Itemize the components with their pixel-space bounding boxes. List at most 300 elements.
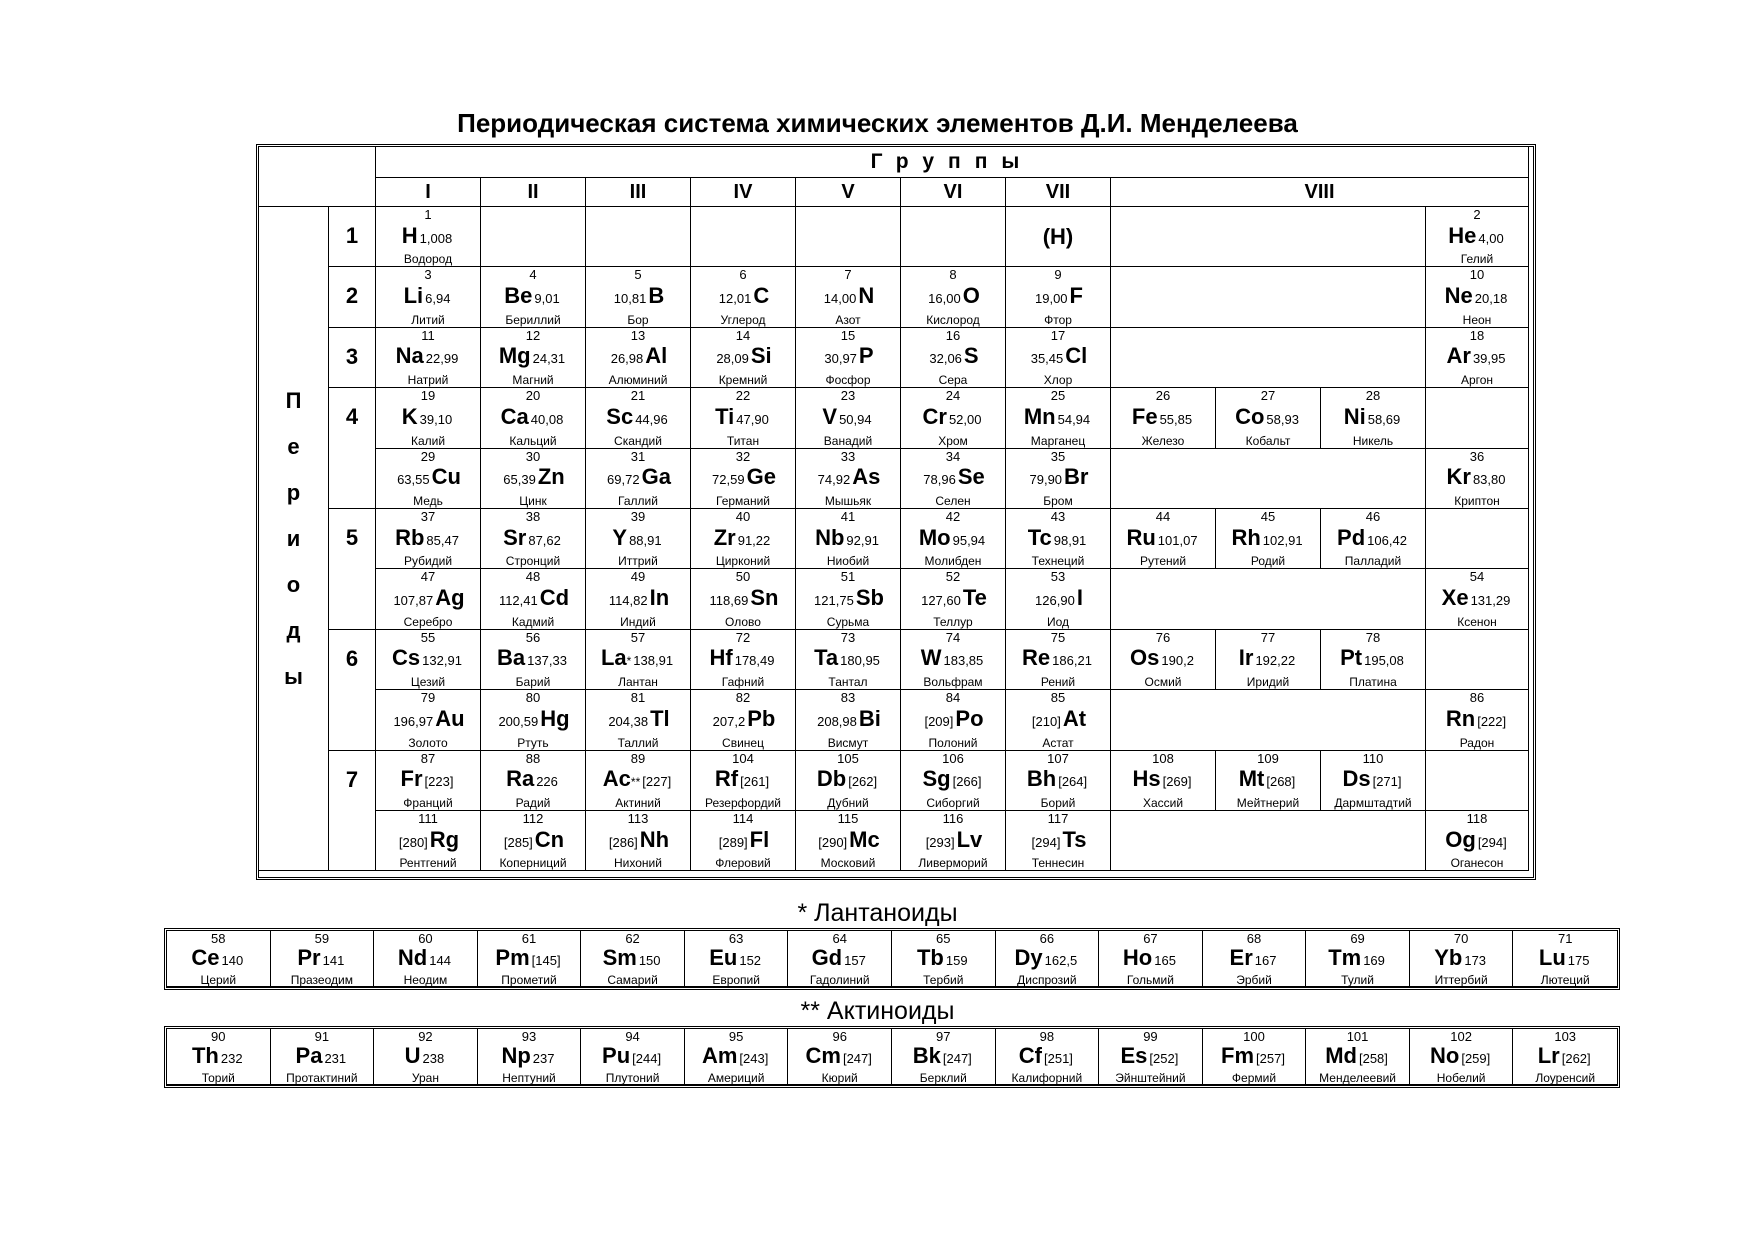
atomic-mass: 40,08 — [530, 411, 564, 427]
element-name: Борий — [1040, 795, 1076, 810]
atomic-number: 15 — [840, 327, 856, 343]
atomic-mass: 58,69 — [1367, 411, 1401, 427]
element-main — [1022, 646, 1094, 673]
element-cell — [1321, 388, 1426, 448]
element-symbol: Li — [403, 283, 424, 309]
element-name: Церий — [200, 973, 237, 987]
atomic-mass: 121,75 — [814, 593, 854, 609]
element-main — [1126, 526, 1199, 553]
atomic-number: 17 — [1050, 327, 1066, 343]
element-main — [612, 526, 663, 553]
element-symbol: Sg — [922, 766, 951, 792]
element-cell — [586, 811, 691, 871]
atomic-mass: 24,31 — [532, 351, 566, 367]
atomic-mass: [268] — [1266, 774, 1296, 790]
element-name: Цезий — [410, 675, 446, 690]
element-name: Марганец — [1030, 433, 1086, 448]
element-main — [501, 405, 566, 432]
element-name: Теннесин — [1031, 856, 1085, 871]
atomic-mass: 150 — [638, 953, 661, 968]
element-name: Ливерморий — [918, 856, 988, 871]
group-header: VIII — [1111, 178, 1529, 207]
element-main — [715, 767, 771, 794]
atomic-mass: [285] — [503, 834, 533, 850]
element-symbol: At — [1062, 705, 1087, 731]
element-main — [815, 526, 881, 553]
element-cell — [691, 328, 796, 388]
atomic-mass: 69,72 — [607, 472, 640, 488]
atomic-mass: [223] — [424, 774, 454, 790]
element-cell — [1426, 267, 1529, 327]
element-main — [609, 344, 668, 371]
empty-cell — [1426, 630, 1529, 690]
atomic-mass: 87,62 — [528, 532, 561, 548]
element-main — [926, 284, 980, 311]
periods-letter: р — [286, 479, 301, 505]
element-cell — [1426, 569, 1529, 629]
atomic-mass: 232 — [220, 1051, 243, 1066]
element-symbol: Mt — [1238, 766, 1265, 792]
atomic-mass: 140 — [221, 953, 244, 968]
atomic-mass: 47,90 — [736, 411, 769, 427]
empty-cell — [1111, 267, 1426, 327]
element-cell — [901, 569, 1006, 629]
atomic-number: 106 — [942, 750, 964, 766]
element-cell — [1216, 509, 1321, 569]
atomic-number: 77 — [1260, 629, 1276, 645]
atomic-mass: 178,49 — [734, 653, 775, 669]
element-name: Гольмий — [1126, 973, 1174, 987]
element-symbol: B — [648, 283, 665, 309]
element-symbol: Al — [645, 343, 668, 369]
atomic-number: 24 — [945, 388, 961, 404]
element-cell — [691, 449, 796, 509]
element-cell — [1426, 811, 1529, 871]
element-name: Радон — [1459, 735, 1495, 750]
element-symbol: Tc — [1027, 524, 1052, 550]
element-cell — [691, 509, 796, 569]
element-main — [191, 946, 245, 973]
atomic-mass: 91,22 — [737, 532, 771, 548]
element-main — [607, 586, 669, 613]
atomic-number: 84 — [945, 690, 961, 706]
element-cell — [376, 690, 481, 750]
element-cell — [271, 931, 375, 987]
element-main — [1337, 526, 1409, 553]
atomic-mass: 6,94 — [425, 291, 451, 307]
element-name: Протактиний — [286, 1071, 358, 1085]
element-symbol: H — [401, 222, 418, 248]
element-cell — [1426, 328, 1529, 388]
element-cell — [788, 1029, 892, 1085]
element-cell — [1321, 509, 1426, 569]
element-symbol: Tl — [650, 705, 670, 731]
atomic-mass: 137,33 — [527, 653, 567, 669]
atomic-number: 11 — [421, 327, 435, 343]
element-symbol: Ti — [715, 403, 735, 429]
element-name: Гафний — [721, 675, 765, 690]
element-symbol: Np — [501, 1043, 531, 1068]
atomic-number: 115 — [837, 810, 859, 826]
atomic-mass: [261] — [740, 774, 770, 790]
element-main — [606, 405, 669, 432]
element-main — [1235, 405, 1301, 432]
atomic-number: 37 — [420, 508, 436, 524]
period-number: 5 — [329, 509, 376, 630]
element-name: Алюминий — [608, 373, 668, 388]
element-symbol: Nb — [815, 524, 845, 550]
atomic-number: 7 — [844, 267, 852, 283]
element-main — [603, 767, 673, 794]
element-cell — [376, 388, 481, 448]
element-symbol: Pu — [602, 1043, 631, 1068]
element-main — [1029, 344, 1088, 371]
element-symbol: Hg — [540, 705, 570, 731]
atomic-number: 109 — [1257, 750, 1279, 766]
periods-letter: е — [287, 433, 300, 459]
element-main — [815, 707, 881, 734]
element-name: Менделеевий — [1319, 1071, 1396, 1085]
element-cell — [1216, 630, 1321, 690]
element-symbol: Cr — [922, 403, 947, 429]
element-cell — [376, 751, 481, 811]
element-name: Аргон — [1460, 373, 1494, 388]
atomic-mass: 195,08 — [1364, 653, 1404, 669]
atomic-mass: 237 — [532, 1051, 555, 1066]
element-name: Кадмий — [511, 614, 555, 629]
element-main — [506, 767, 560, 794]
element-cell — [374, 931, 478, 987]
atomic-mass: 65,39 — [503, 472, 536, 488]
element-name: Фтор — [1044, 312, 1072, 327]
element-name: Цирконий — [715, 554, 771, 569]
atomic-mass: 16,00 — [928, 291, 961, 307]
atomic-mass: 32,06 — [929, 351, 962, 367]
element-name: Серебро — [403, 614, 453, 629]
element-name: Флеровий — [715, 856, 771, 871]
element-symbol: W — [920, 645, 942, 671]
element-cell — [1426, 690, 1529, 750]
atomic-number: 50 — [735, 569, 751, 585]
element-symbol: Zn — [537, 464, 565, 490]
atomic-mass: 102,91 — [1262, 532, 1303, 548]
atomic-mass: [294] — [1031, 834, 1061, 850]
element-main — [1123, 946, 1178, 973]
element-cell — [586, 388, 691, 448]
element-symbol: P — [858, 343, 874, 369]
empty-cell — [481, 207, 586, 267]
lanthanides-title: * Лантаноиды — [797, 899, 958, 927]
element-main — [817, 767, 879, 794]
element-symbol: Ir — [1238, 645, 1254, 671]
element-symbol: Cn — [534, 826, 565, 852]
atomic-number: 47 — [420, 569, 436, 585]
page-title: Периодическая система химических элементов Д.И. Менделеева — [457, 108, 1298, 138]
empty-cell — [1111, 569, 1426, 629]
element-main — [297, 946, 346, 973]
element-name: Рений — [1040, 675, 1076, 690]
element-symbol: Ar — [1446, 343, 1471, 369]
atomic-mass: 231 — [324, 1051, 347, 1066]
empty-cell — [1426, 751, 1529, 811]
element-cell — [1216, 751, 1321, 811]
element-name: Московий — [820, 856, 876, 871]
element-main — [715, 405, 771, 432]
atomic-mass: 131,29 — [1470, 593, 1511, 609]
element-name: Иттрий — [618, 554, 658, 569]
element-name: Диспрозий — [1017, 973, 1077, 987]
atomic-number: 69 — [1350, 931, 1365, 946]
element-cell — [586, 267, 691, 327]
element-main — [497, 646, 569, 673]
empty-cell — [1426, 509, 1529, 569]
element-symbol: Fl — [749, 826, 770, 852]
element-name: Радий — [515, 795, 551, 810]
element-name: Мейтнерий — [1236, 795, 1300, 810]
element-cell — [796, 751, 901, 811]
atomic-number: 117 — [1047, 810, 1069, 826]
atomic-mass: [280] — [398, 834, 428, 850]
element-name: Палладий — [1344, 554, 1402, 569]
atomic-mass: 55,85 — [1159, 411, 1193, 427]
element-main — [702, 1044, 770, 1071]
element-name: Свинец — [722, 735, 764, 750]
atomic-number: 33 — [840, 448, 856, 464]
atomic-mass: 192,22 — [1255, 653, 1296, 669]
atomic-mass: 4,00 — [1478, 230, 1504, 246]
element-cell — [586, 751, 691, 811]
empty-cell — [1426, 388, 1529, 448]
element-main — [405, 1044, 447, 1071]
atomic-number: 22 — [735, 388, 751, 404]
element-cell — [376, 207, 481, 267]
atomic-number: 110 — [1362, 750, 1384, 766]
atomic-mass: [257] — [1256, 1051, 1285, 1066]
element-main — [404, 284, 453, 311]
element-cell — [376, 328, 481, 388]
element-main — [1445, 828, 1508, 855]
atomic-mass: [264] — [1058, 774, 1088, 790]
element-cell — [685, 1029, 789, 1085]
element-main — [395, 465, 461, 492]
atomic-number: 6 — [739, 267, 747, 283]
element-main — [606, 707, 669, 734]
atomic-mass: [269] — [1162, 774, 1192, 790]
element-symbol: Cm — [805, 1043, 841, 1068]
element-main — [601, 646, 675, 673]
element-cell — [586, 449, 691, 509]
element-symbol: Pt — [1340, 645, 1363, 671]
element-cell — [1006, 328, 1111, 388]
element-main — [1221, 1044, 1287, 1071]
atomic-number: 93 — [521, 1029, 537, 1044]
atomic-mass: 39,10 — [419, 411, 453, 427]
element-main — [812, 946, 868, 973]
atomic-mass: [247] — [842, 1051, 872, 1066]
element-main — [1430, 1044, 1492, 1071]
element-cell — [481, 690, 586, 750]
atomic-mass: 1,008 — [419, 230, 453, 246]
element-symbol: Es — [1120, 1043, 1148, 1068]
element-cell — [1111, 509, 1216, 569]
element-name: Золото — [408, 735, 448, 750]
element-main — [499, 344, 567, 371]
atomic-number: 78 — [1365, 629, 1381, 645]
element-symbol: Pb — [747, 705, 776, 731]
atomic-mass: 132,91 — [422, 653, 462, 669]
element-main — [607, 828, 669, 855]
element-main — [603, 946, 663, 973]
element-cell — [1099, 1029, 1203, 1085]
atomic-mass: 152 — [739, 953, 762, 968]
atomic-number: 12 — [525, 327, 541, 343]
element-main — [717, 284, 769, 311]
atomic-number: 59 — [314, 931, 330, 946]
atomic-number: 80 — [525, 690, 541, 706]
element-main — [612, 284, 664, 311]
element-name: Бериллий — [505, 312, 561, 327]
element-symbol: Se — [957, 464, 985, 490]
element-cell — [1006, 690, 1111, 750]
element-cell — [586, 630, 691, 690]
element-name: Гелий — [1460, 252, 1494, 267]
element-cell — [374, 1029, 478, 1085]
element-symbol: Ce — [191, 945, 220, 970]
actinides-table — [164, 1026, 1620, 1088]
atomic-number: 71 — [1557, 931, 1573, 946]
element-symbol: No — [1430, 1043, 1460, 1068]
atomic-mass: [145] — [531, 953, 561, 968]
atomic-mass: [290] — [818, 834, 848, 850]
element-main — [1130, 646, 1196, 673]
element-cell — [901, 811, 1006, 871]
element-symbol: Zr — [713, 524, 736, 550]
element-symbol: Rh — [1231, 524, 1261, 550]
atomic-mass: 186,21 — [1052, 653, 1092, 669]
atomic-number: 61 — [521, 931, 537, 946]
element-name: Самарий — [607, 973, 658, 987]
element-symbol: Cs — [392, 645, 421, 671]
periods-axis — [259, 207, 329, 871]
element-name: Кислород — [926, 312, 980, 327]
element-symbol: Dy — [1014, 945, 1043, 970]
atomic-number: 29 — [420, 448, 436, 464]
element-name: Галлий — [618, 493, 658, 508]
atomic-mass: 138,91 — [633, 653, 674, 669]
atomic-number: 70 — [1453, 931, 1469, 946]
hydrogen-placeholder: (H) — [1006, 207, 1111, 267]
element-name: Молибден — [924, 554, 982, 569]
element-cell — [901, 267, 1006, 327]
element-symbol: Ta — [814, 645, 839, 671]
atomic-mass: 175 — [1567, 953, 1590, 968]
atomic-mass: 101,07 — [1157, 532, 1198, 548]
atomic-mass: 173 — [1464, 953, 1487, 968]
series-marker: ** — [630, 775, 641, 790]
group-header: VII — [1006, 178, 1111, 207]
element-cell — [478, 1029, 582, 1085]
element-main — [710, 646, 777, 673]
empty-cell — [1111, 690, 1426, 750]
element-cell — [691, 267, 796, 327]
period-number: 6 — [329, 630, 376, 751]
atomic-number: 16 — [945, 327, 961, 343]
element-name: Нобелий — [1436, 1071, 1486, 1085]
element-name: Медь — [413, 493, 443, 508]
empty-cell — [586, 207, 691, 267]
element-symbol: N — [858, 283, 875, 309]
element-symbol: S — [963, 343, 979, 369]
element-cell — [481, 267, 586, 327]
element-name: Неодим — [403, 973, 448, 987]
empty-cell — [691, 207, 796, 267]
element-main — [402, 405, 454, 432]
atomic-number: 58 — [211, 931, 226, 946]
element-cell — [1006, 267, 1111, 327]
element-cell — [1006, 509, 1111, 569]
atomic-number: 4 — [529, 267, 537, 283]
atomic-number: 92 — [418, 1029, 433, 1044]
group-header: III — [586, 178, 691, 207]
atomic-mass: 72,59 — [712, 472, 745, 488]
element-cell — [691, 811, 796, 871]
element-name: Уран — [411, 1071, 439, 1085]
element-name: Кремний — [718, 373, 768, 388]
atomic-mass: 144 — [429, 953, 451, 968]
atomic-number: 104 — [732, 750, 754, 766]
atomic-mass: 79,90 — [1029, 472, 1063, 488]
element-main — [1030, 828, 1087, 855]
atomic-mass: [209] — [924, 713, 954, 729]
atomic-number: 26 — [1155, 388, 1171, 404]
element-symbol: Pr — [297, 945, 321, 970]
atomic-mass: 19,00 — [1035, 291, 1068, 307]
element-symbol: He — [1448, 222, 1477, 248]
element-main — [1447, 465, 1508, 492]
element-symbol: K — [401, 403, 418, 429]
element-main — [921, 646, 986, 673]
element-symbol: Bi — [858, 705, 881, 731]
element-symbol: Eu — [709, 945, 738, 970]
element-name: Сера — [938, 373, 968, 388]
element-main — [812, 586, 884, 613]
atomic-number: 76 — [1155, 629, 1171, 645]
atomic-number: 53 — [1050, 569, 1066, 585]
element-main — [1328, 946, 1387, 973]
element-cell — [376, 569, 481, 629]
element-symbol: Th — [191, 1043, 219, 1068]
element-main — [1027, 767, 1089, 794]
atomic-mass: 26,98 — [610, 351, 644, 367]
atomic-mass: 28,09 — [716, 351, 749, 367]
element-name: Нихоний — [614, 856, 662, 871]
element-name: Рубидий — [403, 554, 453, 569]
atomic-mass: 157 — [844, 953, 866, 968]
element-symbol: C — [753, 283, 770, 309]
atomic-number: 20 — [525, 388, 541, 404]
element-name: Фермий — [1231, 1071, 1277, 1085]
atomic-mass: 162,5 — [1044, 953, 1078, 968]
atomic-mass: 114,82 — [608, 593, 648, 609]
element-main — [924, 828, 983, 855]
element-cell — [167, 931, 271, 987]
element-name: Хром — [938, 433, 968, 448]
atomic-mass: 112,41 — [498, 593, 538, 609]
atomic-mass: 20,18 — [1474, 291, 1508, 307]
group-header: II — [481, 178, 586, 207]
atomic-number: 114 — [732, 810, 754, 826]
atomic-mass: [293] — [925, 834, 955, 850]
